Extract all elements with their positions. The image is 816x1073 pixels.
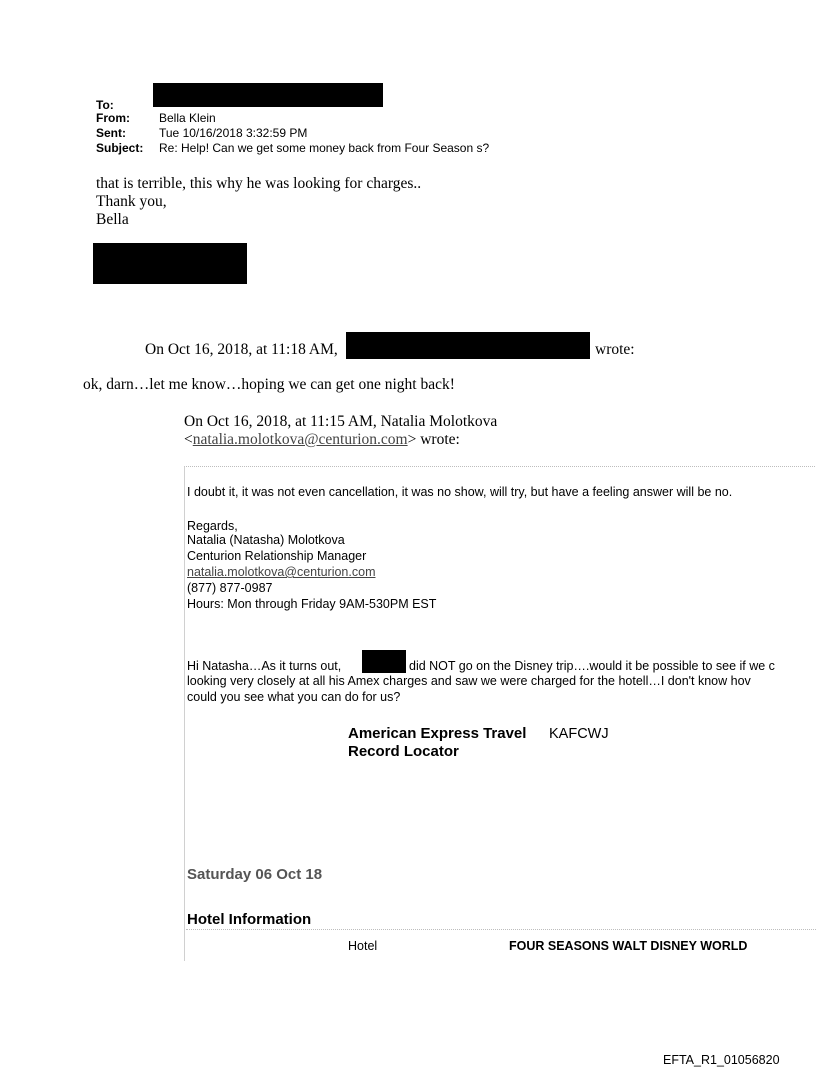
redacted-sender xyxy=(346,332,590,359)
request-line-1-start: Hi Natasha…As it turns out, xyxy=(187,659,342,673)
from-label: From: xyxy=(96,111,130,125)
reply-line-1: that is terrible, this why he was looking for charges.. xyxy=(96,175,422,192)
request-line-1-end: did NOT go on the Disney trip….would it be possible to see if we c xyxy=(409,659,775,673)
sent-label: Sent: xyxy=(96,126,126,140)
natalia-regards: Regards, xyxy=(187,519,238,533)
itinerary-date: Saturday 06 Oct 18 xyxy=(187,866,323,883)
redacted-name xyxy=(362,650,406,673)
quote2-intro: On Oct 16, 2018, at 11:15 AM, Natalia Molotkova xyxy=(184,413,498,430)
natalia-title: Centurion Relationship Manager xyxy=(187,549,367,563)
quote1-wrote: wrote: xyxy=(595,341,635,358)
quote1-body: ok, darn…let me know…hoping we can get one night back! xyxy=(83,376,455,393)
record-locator-label: Record Locator xyxy=(348,743,459,760)
subject-value: Re: Help! Can we get some money back from Four Season s? xyxy=(159,141,490,155)
to-label: To: xyxy=(96,98,114,112)
natalia-hours: Hours: Mon through Friday 9AM-530PM EST xyxy=(187,597,437,611)
redacted-signature-block xyxy=(93,243,247,284)
quote2-email-link[interactable]: natalia.molotkova@centurion.com xyxy=(192,431,408,448)
hotel-information-heading: Hotel Information xyxy=(187,911,312,928)
section-divider xyxy=(186,929,816,930)
natalia-email[interactable] xyxy=(187,565,375,579)
lt-bracket: < xyxy=(184,431,193,448)
natalia-email-link[interactable]: natalia.molotkova@centurion.com xyxy=(187,565,376,579)
amex-travel-label: American Express Travel xyxy=(348,725,527,742)
quote2-email-line xyxy=(184,431,460,449)
subject-label: Subject: xyxy=(96,141,144,155)
from-value: Bella Klein xyxy=(159,111,216,125)
quote1-intro: On Oct 16, 2018, at 11:18 AM, xyxy=(145,341,338,358)
natalia-body: I doubt it, it was not even cancellation, it was no show, will try, but have a feeling answer will be no. xyxy=(187,485,733,499)
request-line-2: looking very closely at all his Amex charges and saw we were charged for the hotell…I don't know hov xyxy=(187,674,751,688)
document-id: EFTA_R1_01056820 xyxy=(663,1053,780,1067)
natalia-name: Natalia (Natasha) Molotkova xyxy=(187,533,345,547)
quote2-wrote: > wrote: xyxy=(407,431,460,448)
reply-line-2: Thank you, xyxy=(96,193,167,210)
sent-value: Tue 10/16/2018 3:32:59 PM xyxy=(159,126,308,140)
hotel-value: FOUR SEASONS WALT DISNEY WORLD xyxy=(509,939,748,953)
natalia-phone: (877) 877-0987 xyxy=(187,581,273,595)
hotel-label: Hotel xyxy=(348,939,378,953)
redacted-recipient xyxy=(153,83,383,107)
record-locator-value: KAFCWJ xyxy=(549,726,609,742)
reply-signature: Bella xyxy=(96,211,129,228)
request-line-3: could you see what you can do for us? xyxy=(187,690,401,704)
